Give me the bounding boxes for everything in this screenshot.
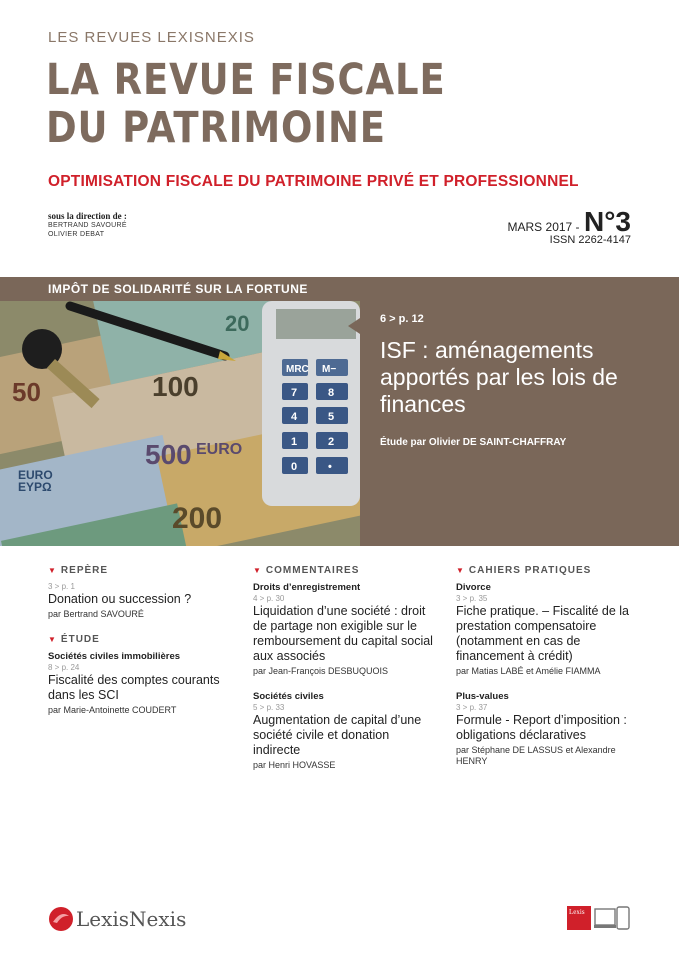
banknote-label: EYPΩ (18, 480, 52, 494)
article-entry (253, 582, 433, 677)
calculator-key: MRC (286, 364, 309, 375)
feature-page-ref: 6 > p. 12 (380, 313, 424, 325)
banknote-label: 100 (152, 371, 199, 402)
column-middle (253, 565, 433, 785)
editorial-direction (48, 211, 127, 239)
issn: ISSN 2262-4147 (549, 234, 631, 246)
section-header (253, 565, 433, 576)
section-title: REPÈRE (60, 565, 109, 576)
calculator-key: 1 (291, 436, 298, 448)
calculator-key: 5 (328, 411, 335, 423)
banknote-label: 200 (172, 502, 223, 535)
article-page-ref: 3 > p. 1 (48, 582, 75, 591)
article-page-ref: 4 > p. 30 (253, 594, 285, 603)
direction-label: sous la direction de : (48, 211, 127, 221)
triangle-icon: ▼ (456, 566, 465, 575)
calculator-key: M− (322, 364, 337, 375)
feature-headline: ISF : aménagements apportés par les lois de finances (380, 337, 618, 417)
article-category: Divorce (456, 582, 491, 593)
tagline: OPTIMISATION FISCALE DU PATRIMOINE PRIVÉ ET PROFESSIONNEL (48, 173, 579, 190)
article-entry (456, 582, 640, 677)
column-left (48, 565, 228, 730)
article-byline: par Bertrand SAVOURÉ (48, 609, 144, 619)
calculator-key: 8 (328, 387, 335, 399)
series-name: LES REVUES LEXISNEXIS (48, 29, 255, 46)
article-byline: par Marie-Antoinette COUDERT (48, 705, 177, 715)
journal-title-line1: LA REVUE FISCALE (46, 55, 446, 105)
article-title: Donation ou succession ? (48, 592, 192, 606)
issue-info (508, 206, 631, 246)
article-category: Sociétés civiles (253, 691, 324, 702)
director-name: OLIVIER DEBAT (48, 231, 105, 238)
calculator-key: 7 (291, 387, 298, 399)
lexisnexis-logo-icon (48, 906, 74, 932)
section-title: CAHIERS PRATIQUES (468, 565, 592, 576)
banknote-label: 500 (145, 439, 192, 470)
banknote-label: 20 (225, 311, 250, 336)
issue-number: N°3 (584, 206, 631, 237)
article-category: Sociétés civiles immobilières (48, 651, 181, 662)
article-title: Fiscalité des comptes courants dans les SCI (48, 673, 220, 702)
feature-panel (360, 277, 679, 546)
badge-label: Lexis (569, 908, 585, 916)
feature-band (0, 277, 360, 301)
article-title: Formule - Report d’imposition : obligations déclaratives (456, 713, 627, 742)
calculator-key: 0 (291, 461, 298, 473)
lexis-badge (567, 906, 591, 930)
article-page-ref: 8 > p. 24 (48, 663, 80, 672)
banknote-label: 50 (12, 377, 41, 407)
article-page-ref: 3 > p. 37 (456, 703, 488, 712)
feature-byline: Étude par Olivier DE SAINT-CHAFFRAY (380, 437, 567, 448)
issue-date: MARS 2017 - (507, 220, 580, 234)
section-title: ÉTUDE (60, 634, 100, 645)
article-entry (48, 651, 228, 716)
feature-topic: IMPÔT DE SOLIDARITÉ SUR LA FORTUNE (48, 282, 308, 296)
publisher-name: LexisNexis (76, 907, 187, 931)
calculator-key: 2 (328, 436, 335, 448)
article-title: Liquidation d’une société : droit de partage non exigible sur le remboursement du capital social aux associés (253, 604, 433, 663)
calculator-key: 4 (291, 411, 298, 423)
triangle-icon: ▼ (48, 566, 57, 575)
article-title: Augmentation de capital d’une société civile et donation indirecte (253, 713, 422, 757)
section-header (48, 565, 228, 576)
director-name: BERTRAND SAVOURÉ (48, 222, 127, 229)
article-page-ref: 5 > p. 33 (253, 703, 285, 712)
devices-icon (594, 906, 632, 932)
article-entry (48, 582, 228, 620)
column-right (456, 565, 640, 781)
section-header (456, 565, 640, 576)
calculator-key: • (328, 461, 332, 473)
journal-title (46, 56, 446, 152)
triangle-icon: ▼ (253, 566, 262, 575)
article-category: Droits d’enregistrement (253, 582, 361, 593)
cover-photo (0, 301, 360, 546)
section-title: COMMENTAIRES (265, 565, 360, 576)
article-byline: par Jean-François DESBUQUOIS (253, 666, 389, 676)
article-category: Plus-values (456, 691, 509, 702)
article-page-ref: 3 > p. 35 (456, 594, 488, 603)
article-byline: par Henri HOVASSE (253, 760, 336, 770)
cover-photo-illustration (0, 301, 360, 546)
banknote-label: EURO (18, 468, 53, 482)
journal-title-line2: DU PATRIMOINE (46, 103, 386, 153)
banknote-label: EURO (196, 441, 243, 458)
article-entry (253, 691, 433, 771)
article-byline: par Stéphane DE LASSUS et Alexandre HENRY (456, 745, 616, 766)
feature-pointer (348, 318, 360, 334)
triangle-icon: ▼ (48, 635, 57, 644)
article-title: Fiche pratique. – Fiscalité de la prestation compensatoire (notamment en cas de financement à crédit) (456, 604, 630, 663)
article-entry (456, 691, 640, 767)
section-header (48, 634, 228, 645)
article-byline: par Matias LABÉ et Amélie FIAMMA (456, 666, 601, 676)
